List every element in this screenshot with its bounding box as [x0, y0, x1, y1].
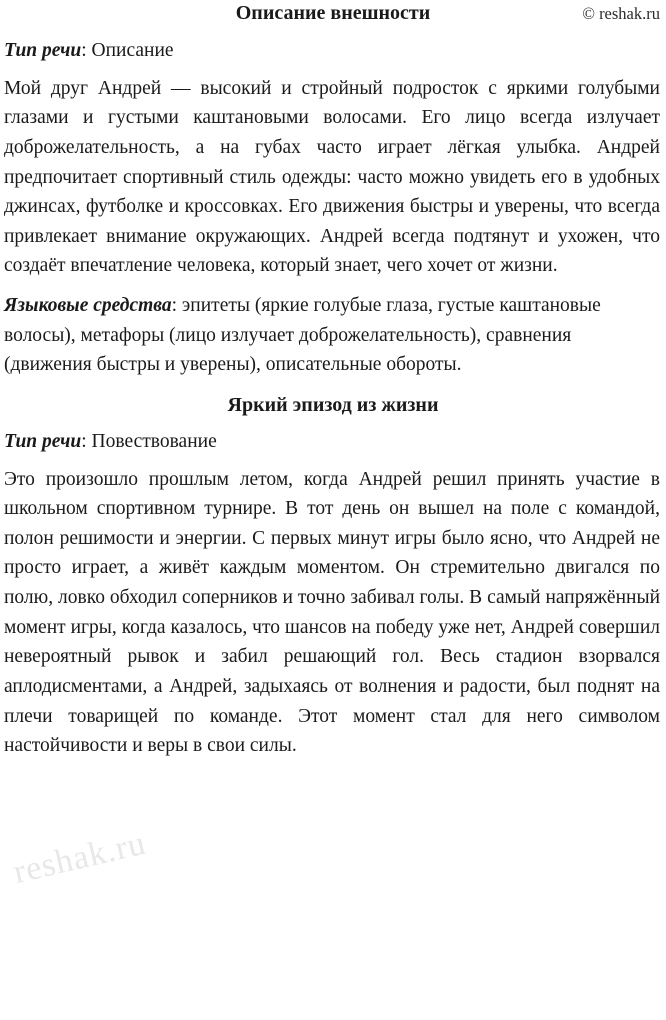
speech-type-label: Тип речи	[4, 40, 82, 61]
episode-body: Это произошло прошлым летом, когда Андрей решил принять участие в школьном спортивном турнире. В тот день он вышел на поле с командой, полон решимости и энергии. С первых минут игры было ясно, что Андрей не просто играет, а живёт каждым моментом. Он стремительно двигался по полю, ловко обходил соперников и точно забивал голы. В самый напряжённый момент игры, когда казалось, что шансов на победу уже нет, Андрей совершил невероятный рывок и забил решающий гол. Весь стадион взорвался аплодисментами, а Андрей, задыхаясь от волнения и радости, был поднят на плечи товарищей по команде. Этот момент стал для него символом настойчивости и веры в свои силы.	[4, 468, 660, 757]
language-means-value: : эпитеты (яркие голубые глаза, густые каштановые волосы), метафоры (лицо излучает доброжелательность), сравнения (движения быстры и уверены), описательные обороты.	[4, 295, 601, 376]
speech-type-value-2: : Повествование	[81, 430, 217, 452]
speech-type-line-2	[2, 427, 664, 457]
language-means-label: Языковые средства	[4, 295, 172, 316]
speech-type-value: : Описание	[81, 40, 174, 61]
section-description	[2, 36, 664, 380]
section-episode	[2, 394, 664, 761]
copyright-notice: © reshak.ru	[582, 4, 660, 23]
document-header	[2, 0, 664, 26]
document-content	[2, 0, 664, 761]
language-means-line	[2, 291, 664, 380]
page-title: Описание внешности	[235, 2, 431, 24]
speech-type-line	[2, 36, 664, 66]
description-body: Мой друг Андрей — высокий и стройный подросток с яркими голубыми глазами и густыми каштановыми волосами. Его лицо всегда излучает доброжелательность, а на губах часто играет лёгкая улыбка. Андрей предпочитает спортивный стиль одежды: часто можно увидеть его в удобных джинсах, футболке и кроссовках. Его движения быстры и уверены, что всегда привлекает внимание окружающих. Андрей всегда подтянут и ухожен, что создаёт впечатление человека, который знает, чего хочет от жизни.	[4, 77, 660, 277]
section-heading-episode: Яркий эпизод из жизни	[227, 393, 439, 416]
watermark-text: reshak.ru	[10, 824, 150, 892]
speech-type-label-2: Тип речи	[4, 430, 82, 452]
